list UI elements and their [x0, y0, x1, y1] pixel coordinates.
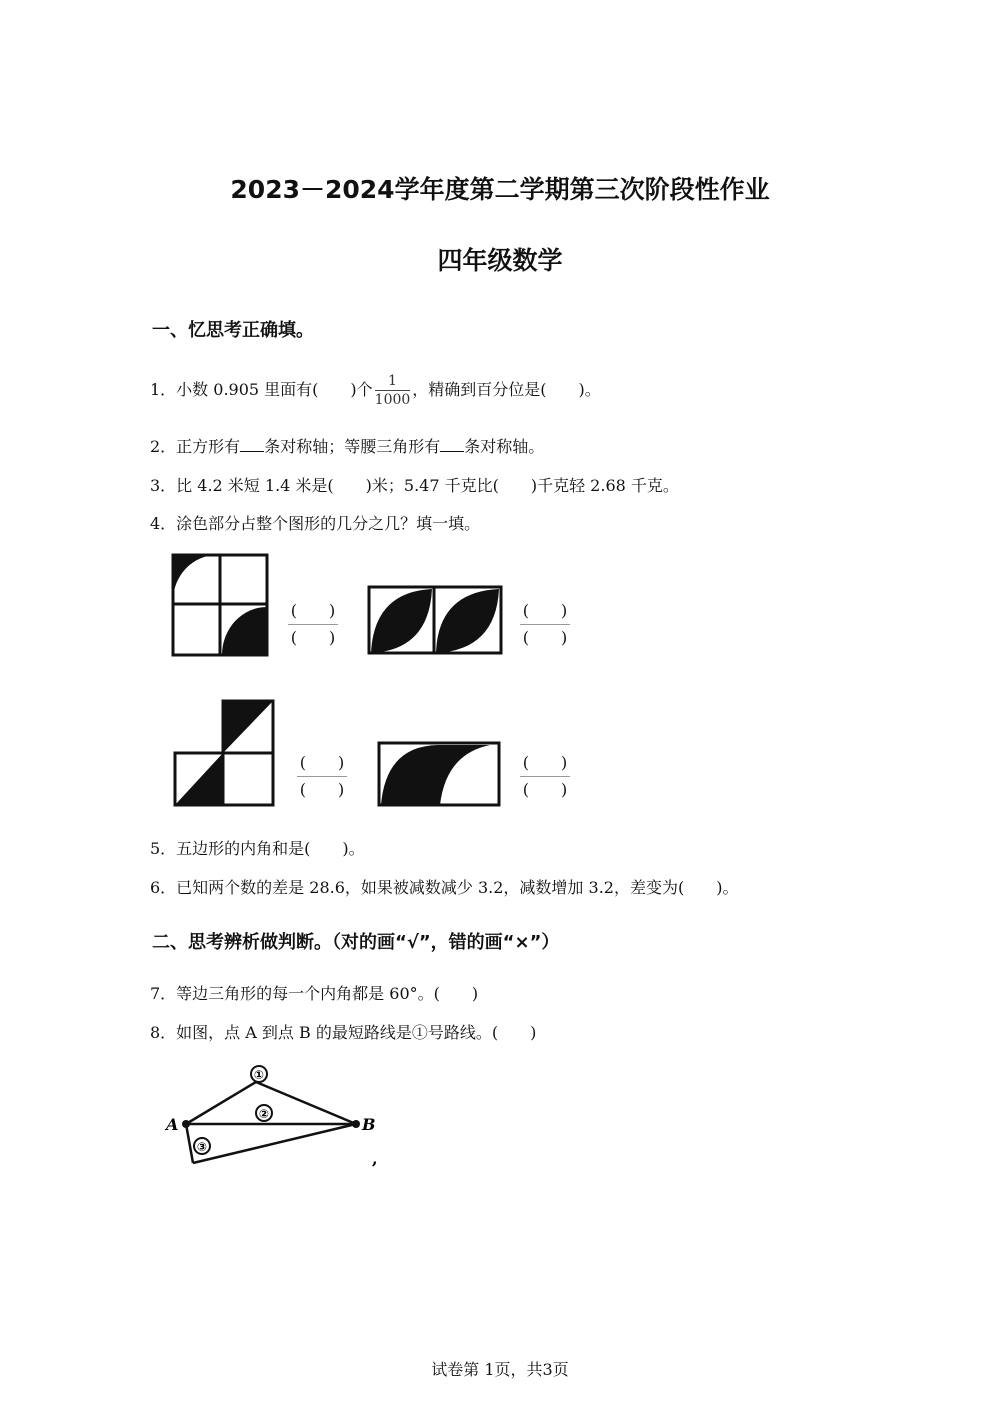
section-heading-fill-in: 一、忆思考正确填。: [152, 320, 314, 341]
route-diagram: [160, 1060, 390, 1170]
question-1: [150, 372, 601, 409]
stray-mark: ,: [372, 1149, 378, 1168]
fraction-denominator: 1000: [374, 392, 411, 408]
route-3-label: ③: [196, 1140, 208, 1154]
figure-rectangle-leaves: [366, 584, 504, 656]
question-8: 8．如图，点 A 到点 B 的最短路线是①号路线。( ): [150, 1023, 537, 1042]
question-5: 5．五边形的内角和是( )。: [150, 839, 365, 858]
question-1-suffix: ，精确到百分位是( )。: [412, 380, 601, 399]
figure-rectangle-curve: [376, 740, 502, 808]
answer-numerator: ( ): [522, 601, 568, 620]
answer-fraction-3[interactable]: [297, 752, 347, 801]
figure-squares-triangles: [172, 698, 278, 808]
page-footer: 试卷第 1页，共3页: [431, 1360, 569, 1379]
answer-blank[interactable]: [440, 437, 464, 452]
route-2-label: ②: [258, 1107, 270, 1121]
question-2-part1: 2．正方形有: [150, 437, 241, 456]
question-6: 6．已知两个数的差是 28.6，如果被减数减少 3.2，减数增加 3.2，差变为( )。: [150, 878, 739, 897]
question-1-prefix: 1．小数 0.905 里面有( )个: [150, 380, 373, 399]
answer-denominator: ( ): [299, 780, 345, 799]
answer-fraction-1[interactable]: [288, 600, 338, 649]
answer-numerator: ( ): [522, 753, 568, 772]
answer-fraction-4[interactable]: [520, 752, 570, 801]
point-a-label: A: [166, 1115, 179, 1134]
page-title: 2023－2024学年度第二学期第三次阶段性作业: [230, 175, 770, 204]
question-2-part2: 条对称轴；等腰三角形有: [264, 437, 441, 456]
point-b-dot: [352, 1120, 360, 1128]
answer-numerator: ( ): [290, 601, 336, 620]
fraction-numerator: 1: [375, 372, 411, 391]
answer-denominator: ( ): [522, 628, 568, 647]
fraction-one-thousandth: [375, 372, 411, 409]
answer-fraction-2[interactable]: [520, 600, 570, 649]
route-1-label: ①: [253, 1068, 265, 1082]
answer-denominator: ( ): [522, 780, 568, 799]
question-7: 7．等边三角形的每一个内角都是 60°。( ): [150, 984, 479, 1003]
question-3: 3．比 4.2 米短 1.4 米是( )米；5.47 千克比( )千克轻 2.68 千克。: [150, 476, 679, 495]
page-subtitle: 四年级数学: [437, 246, 563, 275]
answer-numerator: ( ): [299, 753, 345, 772]
answer-blank[interactable]: [240, 437, 264, 452]
question-2: [150, 436, 544, 458]
section-heading-judgement: 二、思考辨析做判断。（对的画“√”，错的画“×”）: [152, 932, 560, 953]
question-4: 4．涂色部分占整个图形的几分之几？填一填。: [150, 514, 481, 533]
question-2-part3: 条对称轴。: [464, 437, 545, 456]
answer-denominator: ( ): [290, 628, 336, 647]
figure-grid-quarter-circles: [170, 552, 270, 658]
point-b-label: B: [362, 1115, 376, 1134]
point-a-dot: [182, 1120, 190, 1128]
